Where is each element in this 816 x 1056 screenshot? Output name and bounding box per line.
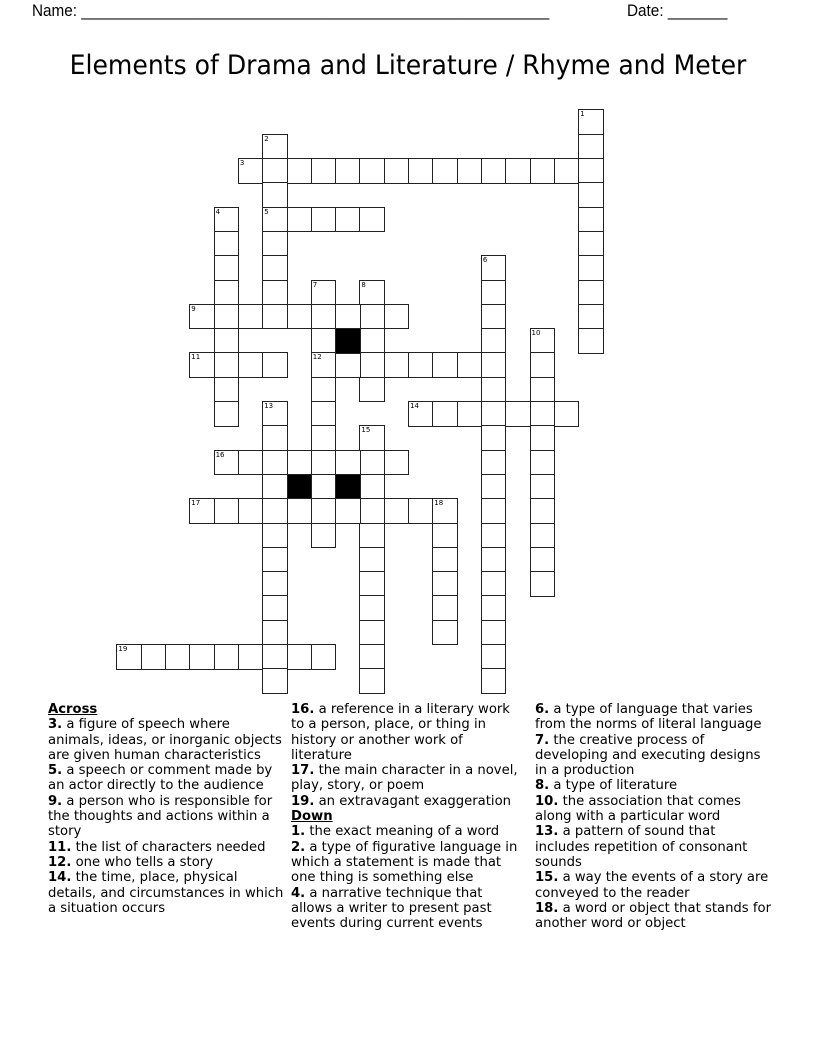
grid-cell[interactable] (214, 644, 240, 670)
cell-number: 1 (580, 110, 585, 119)
grid-cell[interactable] (578, 158, 604, 184)
name-field[interactable]: Name: _______________________________________________________ (32, 1, 550, 20)
grid-cell[interactable] (432, 595, 458, 621)
grid-cell[interactable] (262, 595, 288, 621)
black-cell (335, 328, 361, 354)
clue-number: 4. (291, 885, 306, 901)
grid-cell[interactable] (262, 304, 288, 330)
grid-cell[interactable] (530, 352, 556, 378)
grid-cell[interactable] (481, 280, 507, 306)
clue-text: a person who is responsible for the thoughts and actions within a story (48, 793, 273, 840)
clue-text: a pattern of sound that includes repetition of consonant sounds (535, 824, 748, 870)
grid-cell[interactable] (262, 255, 288, 281)
clue-text: the time, place, physical details, and circumstances in which a situation occurs (48, 870, 284, 916)
grid-cell[interactable] (530, 158, 556, 184)
black-cell (335, 474, 361, 500)
clue-text: a type of literature (553, 778, 678, 794)
grid-cell[interactable] (384, 450, 410, 476)
cell-number: 2 (264, 134, 269, 143)
clue-number: 7. (535, 732, 550, 748)
grid-cell[interactable] (262, 523, 288, 549)
grid-cell[interactable] (359, 620, 385, 646)
grid-cell[interactable] (432, 523, 458, 549)
grid-cell[interactable] (262, 620, 288, 646)
grid-cell[interactable] (262, 498, 288, 524)
across-clue (48, 870, 284, 916)
grid-cell[interactable] (214, 255, 240, 281)
clue-number: 9. (48, 793, 63, 809)
grid-cell[interactable] (311, 498, 337, 524)
grid-cell[interactable] (384, 158, 410, 184)
across-clue (48, 855, 284, 870)
clue-text: a way the events of a story are conveyed to the reader (535, 870, 769, 901)
grid-cell[interactable] (311, 328, 337, 354)
date-field[interactable]: Date: _______ (627, 1, 728, 20)
grid-cell[interactable] (335, 498, 361, 524)
clue-text: a figure of speech where animals, ideas, or inorganic objects are given human characteristics (48, 717, 282, 763)
grid-cell[interactable] (311, 304, 337, 330)
grid-cell[interactable] (262, 401, 288, 427)
grid-cell[interactable] (311, 352, 337, 378)
grid-cell[interactable] (238, 644, 264, 670)
grid-cell[interactable] (214, 304, 240, 330)
cell-number: 18 (434, 499, 444, 508)
down-clue (291, 886, 527, 932)
cell-number: 19 (118, 645, 128, 653)
clue-number: 11. (48, 839, 72, 855)
grid-cell[interactable] (530, 523, 556, 549)
grid-cell[interactable] (311, 425, 337, 451)
clue-text: a speech or comment made by an actor directly to the audience (48, 763, 273, 794)
grid-cell[interactable] (165, 644, 191, 670)
grid-cell[interactable] (335, 158, 361, 184)
clue-text: one who tells a story (75, 854, 213, 870)
grid-cell[interactable] (335, 450, 361, 476)
grid-cell[interactable] (481, 547, 507, 573)
grid-cell[interactable] (311, 644, 337, 670)
grid-cell[interactable] (530, 328, 556, 354)
cell-number: 5 (264, 207, 269, 216)
clue-number: 8. (535, 778, 550, 794)
grid-cell[interactable] (359, 474, 385, 500)
cell-number: 13 (264, 402, 274, 410)
clue-number: 14. (48, 870, 72, 886)
cell-number: 4 (215, 207, 221, 216)
down-clue (535, 702, 771, 733)
clue-text: a narrative technique that allows a writer to present past events during current events (291, 885, 492, 932)
grid-cell[interactable] (262, 352, 288, 378)
grid-cell[interactable] (214, 401, 240, 427)
grid-cell[interactable] (262, 207, 288, 233)
clue-number: 12. (48, 854, 72, 870)
grid-cell[interactable] (311, 377, 337, 403)
grid-cell[interactable] (311, 474, 337, 500)
grid-cell[interactable] (554, 158, 580, 184)
grid-cell[interactable] (359, 571, 385, 597)
grid-cell[interactable] (359, 328, 385, 354)
grid-cell[interactable] (530, 571, 556, 597)
clue-number: 2. (291, 839, 306, 855)
down-heading: Down (291, 809, 333, 825)
grid-cell[interactable] (214, 352, 240, 378)
grid-cell[interactable] (481, 523, 507, 549)
grid-cell[interactable] (359, 547, 385, 573)
grid-cell[interactable] (311, 158, 337, 184)
clue-number: 18. (535, 900, 559, 916)
grid-cell[interactable] (262, 280, 288, 306)
grid-cell[interactable] (481, 401, 507, 427)
grid-cell[interactable] (214, 280, 240, 306)
clue-text: a type of figurative language in which a statement is made that one thing is something else (291, 839, 518, 886)
grid-cell[interactable] (432, 571, 458, 597)
grid-cell[interactable] (530, 474, 556, 500)
grid-cell[interactable] (214, 207, 240, 233)
clue-number: 5. (48, 763, 63, 779)
cell-number: 14 (410, 402, 419, 410)
clue-text: an extravagant exaggeration (318, 793, 512, 809)
page-title: Elements of Drama and Literature / Rhyme and Meter (69, 50, 747, 81)
grid-cell[interactable] (262, 668, 288, 694)
grid-cell[interactable] (262, 571, 288, 597)
grid-cell[interactable] (578, 134, 604, 160)
grid-cell[interactable] (408, 401, 434, 427)
grid-cell[interactable] (505, 401, 531, 427)
grid-cell[interactable] (262, 182, 288, 208)
grid-cell[interactable] (578, 231, 604, 257)
across-clue (291, 763, 527, 794)
clue-text: the exact meaning of a word (309, 824, 500, 840)
grid-cell[interactable] (408, 352, 434, 378)
grid-cell[interactable] (287, 304, 313, 330)
grid-cell[interactable] (214, 377, 240, 403)
grid-cell[interactable] (311, 401, 337, 427)
grid-cell[interactable] (311, 280, 337, 306)
grid-cell[interactable] (359, 207, 385, 233)
grid-cell[interactable] (530, 498, 556, 524)
grid-cell[interactable] (141, 644, 167, 670)
grid-cell[interactable] (262, 474, 288, 500)
down-clue (535, 733, 771, 779)
grid-cell[interactable] (262, 425, 288, 451)
grid-cell[interactable] (481, 474, 507, 500)
grid-cell[interactable] (481, 620, 507, 646)
cell-number: 15 (361, 426, 371, 435)
cell-number: 3 (239, 159, 245, 167)
grid-cell[interactable] (311, 207, 337, 233)
grid-cell[interactable] (578, 109, 604, 135)
grid-cell[interactable] (578, 280, 604, 306)
grid-cell[interactable] (311, 450, 337, 476)
clue-number: 13. (535, 824, 559, 840)
grid-cell[interactable] (432, 547, 458, 573)
grid-cell[interactable] (481, 304, 507, 330)
grid-cell[interactable] (432, 620, 458, 646)
clue-text: the main character in a novel, play, story, or poem (291, 763, 518, 794)
grid-cell[interactable] (432, 352, 458, 378)
cell-number: 16 (215, 450, 225, 459)
grid-cell[interactable] (287, 498, 313, 524)
grid-cell[interactable] (481, 377, 507, 403)
grid-cell[interactable] (262, 547, 288, 573)
clue-text: a type of language that varies from the norms of literal language (535, 702, 762, 733)
grid-cell[interactable] (530, 425, 556, 451)
grid-cell[interactable] (189, 352, 215, 378)
grid-cell[interactable] (359, 668, 385, 694)
grid-cell[interactable] (578, 182, 604, 208)
grid-cell[interactable] (505, 158, 531, 184)
grid-cell[interactable] (384, 498, 410, 524)
grid-cell[interactable] (359, 425, 385, 451)
grid-cell[interactable] (457, 158, 483, 184)
grid-cell[interactable] (214, 450, 240, 476)
across-clue (48, 763, 284, 794)
grid-cell[interactable] (189, 304, 215, 330)
grid-cell[interactable] (287, 450, 313, 476)
grid-cell[interactable] (238, 352, 264, 378)
cell-number: 17 (191, 499, 201, 508)
grid-cell[interactable] (287, 158, 313, 184)
across-clue (48, 840, 284, 855)
grid-cell[interactable] (359, 352, 385, 378)
cell-number: 8 (361, 280, 366, 289)
grid-cell[interactable] (481, 255, 507, 281)
clue-number: 17. (291, 763, 315, 779)
across-clue (291, 702, 527, 763)
clue-text: a reference in a literary work to a person, place, or thing in history or another work of literature (291, 702, 510, 763)
grid-cell[interactable] (481, 158, 507, 184)
grid-cell[interactable] (335, 304, 361, 330)
cell-number: 9 (191, 304, 196, 313)
grid-cell[interactable] (116, 644, 142, 670)
clue-number: 3. (48, 717, 63, 733)
grid-cell[interactable] (359, 644, 385, 670)
down-clue (535, 824, 771, 870)
grid-cell[interactable] (262, 231, 288, 257)
clue-number: 1. (291, 824, 306, 840)
down-clue (291, 824, 527, 839)
grid-cell[interactable] (287, 207, 313, 233)
grid-cell[interactable] (481, 668, 507, 694)
cell-number: 7 (312, 280, 318, 289)
cell-number: 12 (312, 353, 322, 362)
grid-cell[interactable] (335, 352, 361, 378)
cell-number: 11 (191, 353, 201, 362)
grid-cell[interactable] (359, 523, 385, 549)
clues-column-2 (291, 702, 527, 931)
across-clue (291, 794, 527, 809)
grid-cell[interactable] (238, 450, 264, 476)
grid-cell[interactable] (481, 595, 507, 621)
grid-cell[interactable] (481, 425, 507, 451)
grid-cell[interactable] (432, 158, 458, 184)
grid-cell[interactable] (262, 134, 288, 160)
grid-cell[interactable] (262, 644, 288, 670)
cell-number: 6 (482, 256, 488, 265)
grid-cell[interactable] (408, 498, 434, 524)
clue-text: a word or object that stands for another word or object (535, 900, 771, 932)
grid-cell[interactable] (530, 547, 556, 573)
clue-text: the creative process of developing and executing designs in a production (535, 732, 761, 779)
grid-cell[interactable] (457, 401, 483, 427)
cell-number: 10 (531, 329, 541, 338)
grid-cell[interactable] (262, 158, 288, 184)
grid-cell[interactable] (481, 450, 507, 476)
grid-cell[interactable] (578, 255, 604, 281)
grid-cell[interactable] (578, 304, 604, 330)
grid-cell[interactable] (578, 328, 604, 354)
clue-number: 16. (291, 702, 315, 717)
grid-cell[interactable] (530, 401, 556, 427)
down-clue (535, 778, 771, 793)
grid-cell[interactable] (408, 158, 434, 184)
clues-column-1 (48, 702, 284, 916)
grid-cell[interactable] (578, 207, 604, 233)
grid-cell[interactable] (189, 498, 215, 524)
grid-cell[interactable] (384, 304, 410, 330)
grid-cell[interactable] (359, 450, 385, 476)
grid-cell[interactable] (481, 328, 507, 354)
across-clue (48, 717, 284, 763)
grid-cell[interactable] (554, 401, 580, 427)
grid-cell[interactable] (238, 304, 264, 330)
across-clue (48, 794, 284, 840)
grid-cell[interactable] (287, 644, 313, 670)
grid-cell[interactable] (457, 352, 483, 378)
grid-cell[interactable] (214, 231, 240, 257)
clue-number: 15. (535, 870, 559, 886)
grid-cell[interactable] (359, 158, 385, 184)
grid-cell[interactable] (214, 328, 240, 354)
grid-cell[interactable] (359, 498, 385, 524)
grid-cell[interactable] (384, 352, 410, 378)
grid-cell[interactable] (359, 377, 385, 403)
grid-cell[interactable] (189, 644, 215, 670)
grid-cell[interactable] (359, 595, 385, 621)
grid-cell[interactable] (481, 571, 507, 597)
across-heading: Across (48, 702, 98, 717)
grid-cell[interactable] (481, 352, 507, 378)
grid-cell[interactable] (530, 450, 556, 476)
grid-cell[interactable] (335, 207, 361, 233)
grid-cell[interactable] (530, 377, 556, 403)
grid-cell[interactable] (432, 498, 458, 524)
black-cell (287, 474, 313, 500)
clue-number: 19. (291, 793, 315, 809)
down-clue (535, 794, 771, 825)
down-clue (535, 870, 771, 901)
clues-column-3 (535, 702, 771, 931)
grid-cell[interactable] (238, 158, 264, 184)
grid-cell[interactable] (359, 304, 385, 330)
clue-number: 6. (535, 702, 550, 717)
grid-cell[interactable] (311, 523, 337, 549)
down-clue (535, 901, 771, 932)
clue-number: 10. (535, 793, 559, 809)
clue-text: the list of characters needed (75, 839, 266, 855)
grid-cell[interactable] (262, 450, 288, 476)
grid-cell[interactable] (214, 498, 240, 524)
grid-cell[interactable] (481, 644, 507, 670)
grid-cell[interactable] (432, 401, 458, 427)
grid-cell[interactable] (481, 498, 507, 524)
grid-cell[interactable] (238, 498, 264, 524)
clue-text: the association that comes along with a particular word (535, 793, 741, 825)
grid-cell[interactable] (359, 280, 385, 306)
down-clue (291, 840, 527, 886)
